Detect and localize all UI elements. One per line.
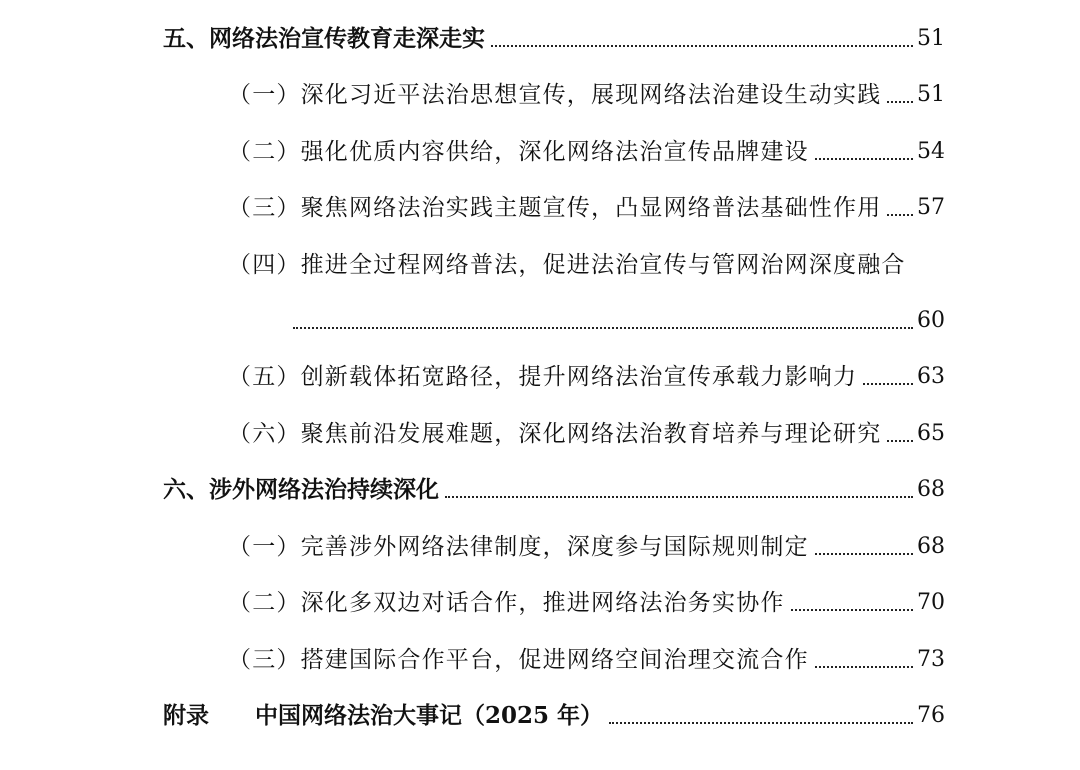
toc-entry-title: （三）搭建国际合作平台，促进网络空间治理交流合作 (228, 647, 809, 673)
toc-page-number: 54 (917, 139, 945, 164)
toc-subsection-5-4[interactable] (228, 244, 945, 280)
toc-page-number: 68 (917, 477, 945, 502)
toc-page-number: 60 (917, 308, 945, 333)
toc-subsection-5-1[interactable] (228, 74, 945, 110)
dot-leader (791, 609, 913, 611)
toc-entry-title: （一）深化习近平法治思想宣传，展现网络法治建设生动实践 (228, 82, 882, 108)
toc-entry-title: （二）深化多双边对话合作，推进网络法治务实协作 (228, 590, 785, 616)
dot-leader (815, 158, 913, 160)
toc-page-number: 51 (917, 82, 945, 107)
toc-section-6[interactable] (163, 469, 945, 505)
toc-entry-title: （二）强化优质内容供给，深化网络法治宣传品牌建设 (228, 139, 809, 165)
toc-page-number: 68 (917, 534, 945, 559)
dot-leader (609, 722, 913, 724)
toc-page-number: 57 (917, 195, 945, 220)
toc-entry-title: （四）推进全过程网络普法，促进法治宣传与管网治网深度融合 (228, 252, 906, 278)
toc-subsection-5-5[interactable] (228, 356, 945, 392)
toc-subsection-6-1[interactable] (228, 526, 945, 562)
dot-leader (491, 45, 913, 47)
dot-leader (815, 666, 913, 668)
toc-subsection-6-2[interactable] (228, 582, 945, 618)
toc-subsection-5-2[interactable] (228, 131, 945, 167)
dot-leader (815, 553, 913, 555)
appendix-label: 附录 (163, 702, 209, 729)
dot-leader (863, 383, 913, 385)
dot-leader (887, 214, 913, 216)
toc-subsection-6-3[interactable] (228, 639, 945, 675)
toc-subsection-5-4-continuation[interactable] (293, 300, 945, 336)
dot-leader (293, 327, 913, 329)
toc-page-number: 63 (917, 364, 945, 389)
toc-entry-title: （五）创新载体拓宽路径，提升网络法治宣传承载力影响力 (228, 364, 858, 390)
dot-leader (887, 101, 913, 103)
toc-entry-title: （一）完善涉外网络法律制度，深度参与国际规则制定 (228, 534, 809, 560)
toc-entry-title: （六）聚焦前沿发展难题，深化网络法治教育培养与理论研究 (228, 421, 882, 447)
toc-entry-title: 六、涉外网络法治持续深化 (163, 476, 439, 503)
dot-leader (887, 440, 913, 442)
toc-page-number: 51 (917, 26, 945, 51)
toc-subsection-5-6[interactable] (228, 413, 945, 449)
toc-page-number: 70 (917, 590, 945, 615)
toc-page-number: 65 (917, 421, 945, 446)
toc-appendix[interactable] (163, 695, 945, 731)
toc-section-5[interactable] (163, 18, 945, 54)
toc-entry-title: 中国网络法治大事记（2025 年） (255, 702, 604, 729)
toc-entry-title: 五、网络法治宣传教育走深走实 (163, 25, 485, 52)
toc-page-number: 76 (917, 703, 945, 728)
toc-entry-title: （三）聚焦网络法治实践主题宣传，凸显网络普法基础性作用 (228, 195, 882, 221)
toc-page-number: 73 (917, 647, 945, 672)
toc-subsection-5-3[interactable] (228, 187, 945, 223)
dot-leader (445, 496, 913, 498)
